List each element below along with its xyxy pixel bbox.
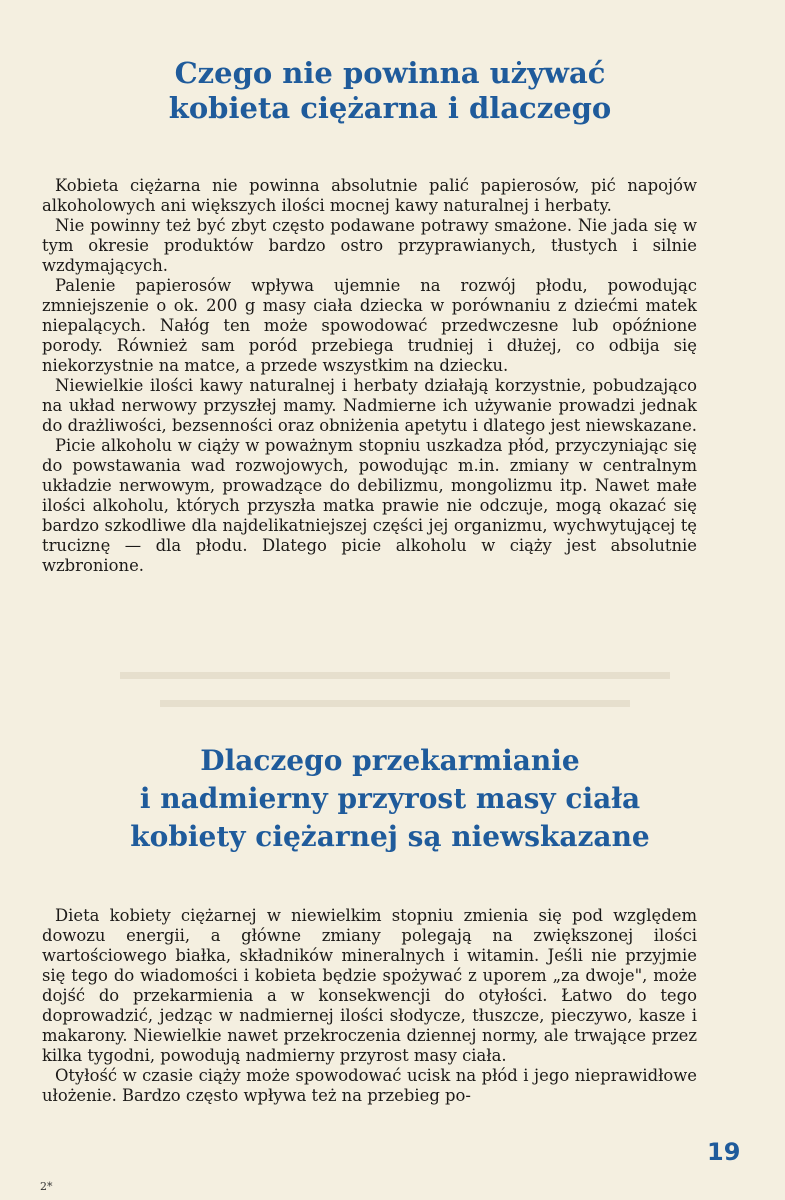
paragraph: Otyłość w czasie ciąży może spowodować ucisk na płód i jego nieprawidłowe ułożenie. Bardzo często wpływa też na przebieg po-	[42, 1066, 697, 1105]
heading-line: Dlaczego przekarmianie	[200, 744, 580, 777]
paragraph: Niewielkie ilości kawy naturalnej i herbaty działają korzystnie, pobudzająco na układ nerwowy przyszłej mamy. Nadmierne ich używanie prowadzi jednak do drażliwości, bezsenności oraz obniżenia apetytu i dlatego jest niewskazane.	[42, 376, 697, 435]
section-1-body	[42, 176, 697, 576]
paragraph: Palenie papierosów wpływa ujemnie na rozwój płodu, powodując zmniejszenie o ok. 200 g masy ciała dziecka w porównaniu z dziećmi matek niepalących. Nałóg ten może spowodować przedwczesne lub opóźnione porody. Również sam poród przebiega trudniej i dłużej, co odbija się niekorzystnie na matce, a przede wszystkim na dziecku.	[42, 276, 697, 375]
page-number: 19	[707, 1138, 741, 1166]
bleed-through-shadow	[160, 700, 630, 707]
heading-line: i nadmierny przyrost masy ciała	[139, 782, 641, 815]
paragraph: Dieta kobiety ciężarnej w niewielkim stopniu zmienia się pod względem dowozu energii, a główne zmiany polegają na zwiększonej ilości wartościowego białka, składników mineralnych i witamin. Jeśli nie przyjmie się tego do wiadomości i kobieta będzie spożywać z uporem „za dwoje", może dojść do przekarmienia a w konsekwencji do otyłości. Łatwo do tego doprowadzić, jedząc w nadmiernej ilości słodycze, tłuszcze, pieczywo, kasze i makarony. Niewielkie nawet przekroczenia dziennej normy, ale trwające przez kilka tygodni, powodują nadmierny przyrost masy ciała.	[42, 906, 697, 1065]
heading-line: kobieta ciężarna i dlaczego	[168, 91, 612, 125]
bleed-through-shadow	[120, 672, 670, 679]
paragraph: Nie powinny też być zbyt często podawane potrawy smażone. Nie jada się w tym okresie produktów bardzo ostro przyprawianych, tłustych i silnie wzdymających.	[42, 216, 697, 275]
section-2-heading	[40, 742, 740, 856]
section-2-body	[42, 906, 697, 1106]
paragraph: Kobieta ciężarna nie powinna absolutnie palić papierosów, pić napojów alkoholowych ani większych ilości mocnej kawy naturalnej i herbaty.	[42, 176, 697, 215]
signature-mark: 2*	[40, 1180, 53, 1193]
paragraph: Picie alkoholu w ciąży w poważnym stopniu uszkadza płód, przyczyniając się do powstawania wad rozwojowych, powodując m.in. zmiany w centralnym układzie nerwowym, prowadzące do debilizmu, mongolizmu itp. Nawet małe ilości alkoholu, których przyszła matka prawie nie odczuje, mogą okazać się bardzo szkodliwe dla najdelikatniejszej części jej organizmu, wychwytującej tę truciznę — dla płodu. Dlatego picie alkoholu w ciąży jest absolutnie wzbronione.	[42, 436, 697, 575]
section-1-heading	[40, 56, 740, 126]
heading-line: kobiety ciężarnej są niewskazane	[130, 820, 650, 853]
heading-line: Czego nie powinna używać	[174, 56, 606, 90]
